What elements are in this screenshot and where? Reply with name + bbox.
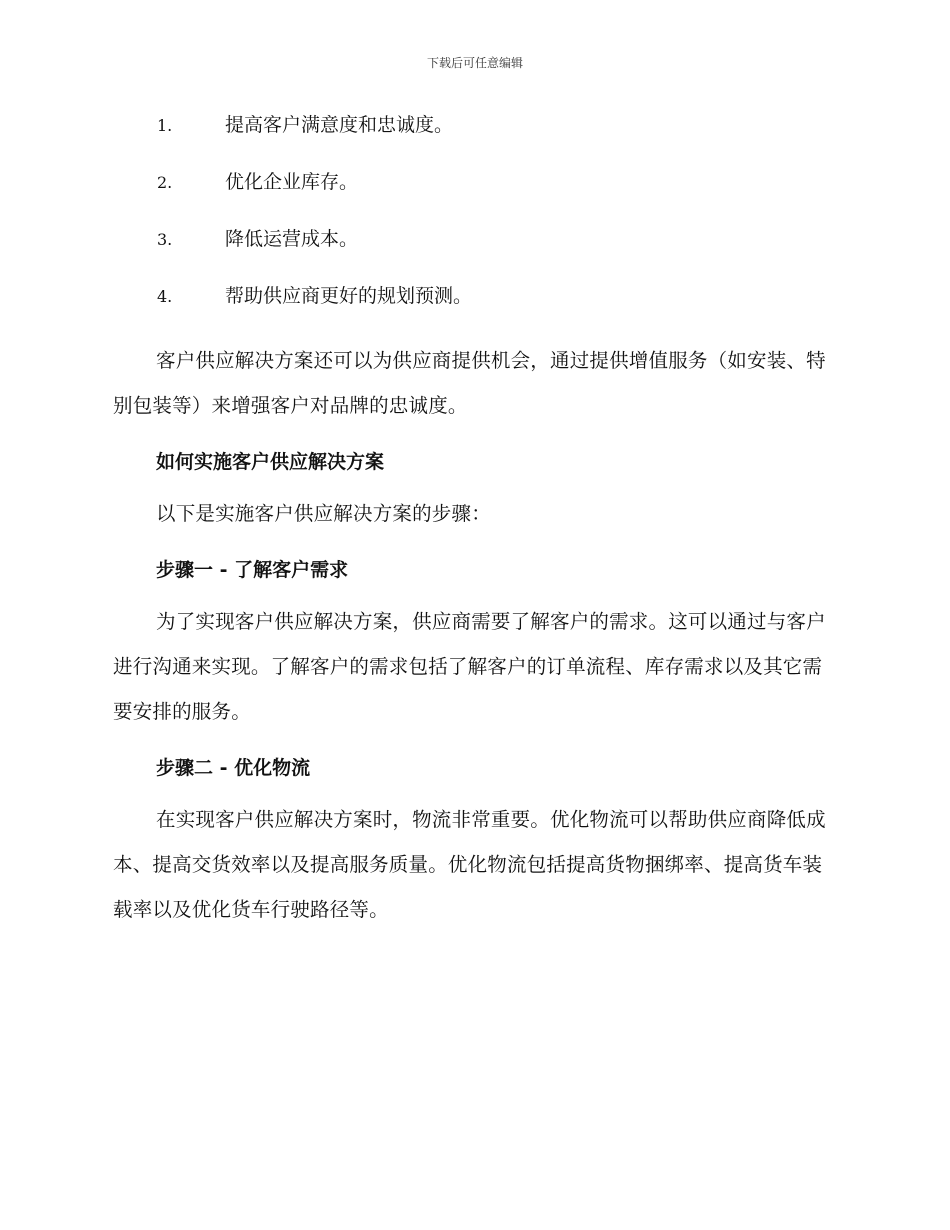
- list-item-text: 优化企业库存。: [225, 171, 359, 193]
- list-item: [113, 110, 833, 167]
- list-item: [113, 224, 833, 281]
- document-content: [113, 110, 833, 932]
- step1-paragraph: 为了实现客户供应解决方案，供应商需要了解客户的需求。这可以通过与客户进行沟通来实现。了解客户的需求包括了解客户的订单流程、库存需求以及其它需要安排的服务。: [113, 610, 826, 723]
- section-heading-step1: 步骤一 - 了解客户需求: [156, 559, 349, 581]
- header-note: 下载后可任意编辑: [426, 56, 523, 70]
- benefits-list: [113, 110, 833, 338]
- steps-intro-paragraph: 以下是实施客户供应解决方案的步骤：: [156, 502, 491, 525]
- list-item-text: 提高客户满意度和忠诚度。: [225, 114, 454, 136]
- list-item: [113, 281, 833, 338]
- list-item-text: 帮助供应商更好的规划预测。: [225, 285, 473, 307]
- section-heading-how: 如何实施客户供应解决方案: [156, 451, 385, 473]
- section-heading-step2: 步骤二 - 优化物流: [156, 757, 311, 779]
- list-item-number: 4.: [157, 287, 173, 306]
- list-item-number: 2.: [157, 173, 173, 192]
- intro-paragraph: 客户供应解决方案还可以为供应商提供机会，通过提供增值服务（如安装、特别包装等）来增强客户对品牌的忠诚度。: [113, 349, 826, 417]
- list-item-text: 降低运营成本。: [225, 228, 359, 250]
- list-item: [113, 167, 833, 224]
- list-item-number: 3.: [157, 230, 173, 249]
- list-item-number: 1.: [157, 116, 173, 135]
- step2-paragraph: 在实现客户供应解决方案时，物流非常重要。优化物流可以帮助供应商降低成本、提高交货效率以及提高服务质量。优化物流包括提高货物捆绑率、提高货车装载率以及优化货车行驶路径等。: [113, 808, 826, 921]
